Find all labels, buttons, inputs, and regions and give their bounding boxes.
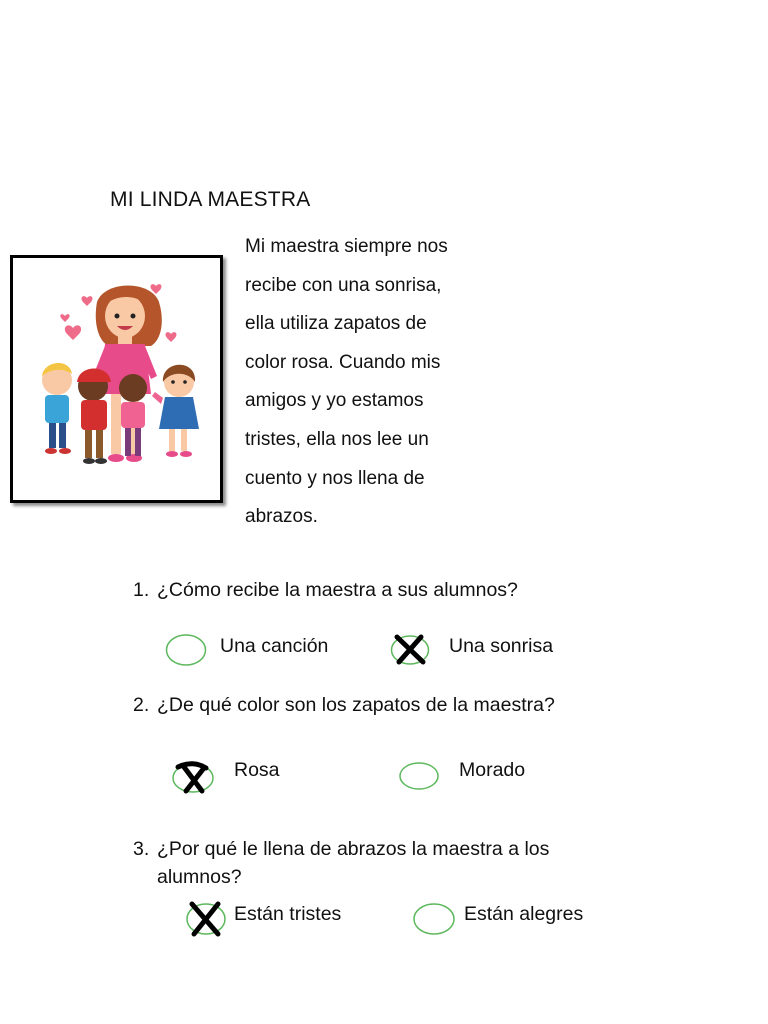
question-text: ¿Cómo recibe la maestra a sus alumnos? xyxy=(157,579,518,601)
question-2 xyxy=(133,691,693,721)
story-text xyxy=(245,228,495,537)
cross-mark-icon xyxy=(178,764,206,791)
option-una-sonrisa: Una sonrisa xyxy=(449,635,554,657)
option-una-cancion: Una canción xyxy=(220,635,329,657)
option-rosa: Rosa xyxy=(234,759,280,781)
question-number: 1. xyxy=(133,579,150,601)
answer-bubble-icon[interactable] xyxy=(184,900,228,938)
story-line: color rosa. Cuando mis xyxy=(245,351,441,373)
question-1 xyxy=(133,576,693,606)
question-number: 3. xyxy=(133,838,150,860)
answer-bubble-icon[interactable] xyxy=(397,760,443,794)
story-line: recibe con una sonrisa, xyxy=(245,274,442,296)
story-line: amigos y yo estamos xyxy=(245,390,424,412)
story-illustration xyxy=(10,255,223,503)
option-morado: Morado xyxy=(459,759,526,781)
teacher-children-illustration xyxy=(13,258,220,500)
story-line: abrazos. xyxy=(245,506,318,528)
question-3 xyxy=(133,835,693,895)
answer-bubble-icon[interactable] xyxy=(411,900,457,938)
question-text: ¿De qué color son los zapatos de la maestra? xyxy=(157,694,555,716)
option-estan-alegres: Están alegres xyxy=(464,903,584,925)
answer-bubble-icon[interactable] xyxy=(164,632,208,668)
option-estan-tristes: Están tristes xyxy=(234,903,342,925)
question-text: ¿Por qué le llena de abrazos la maestra a los xyxy=(157,838,550,860)
story-line: cuento y nos llena de xyxy=(245,467,425,489)
story-line: tristes, ella nos lee un xyxy=(245,428,429,450)
answer-bubble-icon[interactable] xyxy=(389,632,433,668)
cross-mark-icon xyxy=(192,904,218,934)
story-line: ella utiliza zapatos de xyxy=(245,313,427,335)
question-number: 2. xyxy=(133,694,150,716)
answer-bubble-icon[interactable] xyxy=(170,760,218,796)
cross-mark-icon xyxy=(397,637,423,662)
question-text: alumnos? xyxy=(157,866,242,888)
story-line: Mi maestra siempre nos xyxy=(245,236,448,257)
worksheet-title: MI LINDA MAESTRA xyxy=(110,188,311,211)
